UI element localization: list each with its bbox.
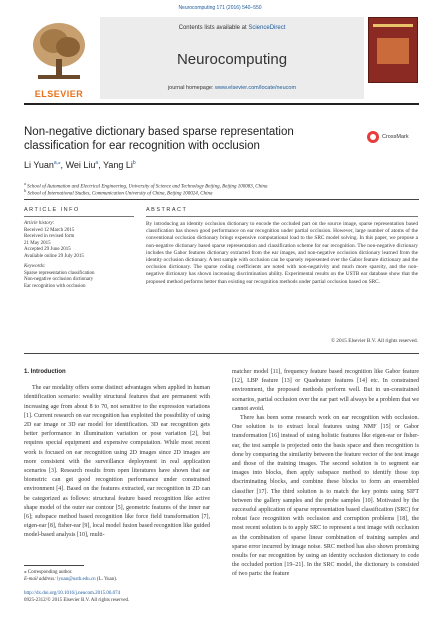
- body-left-column: [24, 368, 210, 541]
- affiliation-marker: a: [24, 181, 26, 186]
- cover-graphic: [377, 38, 409, 64]
- history-line: Available online 29 July 2015: [24, 253, 84, 259]
- keyword: Non-negative occlusion dictionary: [24, 277, 94, 282]
- history-line: Received in revised form: [24, 234, 75, 239]
- footnote-email: [24, 577, 224, 584]
- crossmark-badge[interactable]: [367, 130, 422, 144]
- doi-link: [24, 591, 224, 598]
- issn-copyright: 0925-2312/© 2015 Elsevier B.V. All rights reserved.: [24, 598, 130, 603]
- affiliation-marker: b: [24, 188, 27, 193]
- article-title: Non-negative dictionary based sparse representation classification for ear recognition with occlusion: [24, 126, 294, 152]
- elsevier-logo: [24, 17, 94, 99]
- article-history: [24, 221, 134, 260]
- keywords-label: Keywords:: [24, 264, 46, 269]
- author-affil-marker[interactable]: b: [132, 160, 136, 166]
- footnote-corresponding: ⁎ Corresponding author.: [24, 570, 73, 575]
- masthead: [24, 17, 419, 99]
- history-line: Received 12 March 2015: [24, 227, 75, 233]
- cover-stripe: [373, 24, 413, 27]
- author-name[interactable]: Yang Li: [103, 160, 133, 170]
- email-suffix: (L. Yuan).: [95, 577, 118, 582]
- body-paragraph: matcher model [11], frequency feature based recognition like Gabor feature [12], LBP feature [13] or Quadrature features [14] etc. In constrained environment, the proposed methods perform well. But in un-constrained scenarios, partial occlusion over the ear part will always be a problem that we cannot avoid.: [232, 369, 419, 412]
- crossmark-label[interactable]: CrossMark: [382, 134, 409, 140]
- author-name[interactable]: Wei Liu: [65, 160, 96, 170]
- journal-header-box: [100, 17, 364, 99]
- keywords: [24, 264, 134, 290]
- abstract-copyright: © 2015 Elsevier B.V. All rights reserved.: [330, 338, 418, 344]
- body-right-column: [232, 368, 419, 580]
- history-label: Article history:: [24, 221, 55, 226]
- homepage-line: [100, 85, 364, 91]
- author-affil-marker[interactable]: a: [95, 160, 99, 166]
- author-list: Li Yuan$^{a,⁎}$, Wei Liu$^a$, Yang Li$^b$: [24, 160, 136, 170]
- contents-prefix: Contents lists available at: [178, 25, 249, 31]
- email-label: E-mail address:: [24, 577, 58, 582]
- publisher-name: ELSEVIER: [34, 89, 84, 99]
- affiliation-text: School of Automation and Electrical Engineering, University of Science and Technology Beijing, Beijing 100083, China: [27, 184, 268, 190]
- sciencedirect-link[interactable]: ScienceDirect: [248, 25, 286, 31]
- affiliation-text: School of International Studies, Communication University of China, Beijing 100024, China: [27, 191, 213, 197]
- homepage-prefix: journal homepage:: [167, 85, 216, 91]
- article-info-heading: ARTICLE INFO: [24, 207, 80, 213]
- masthead-divider: [24, 103, 419, 105]
- keyword: Ear recognition with occlusion: [24, 283, 86, 289]
- author-name[interactable]: Li Yuan: [24, 160, 54, 170]
- body-paragraph: There has been some research work on ear recognition with occlusion. One solution is to extract local features using NMF [15] or Gabor transformation [16] instead of using holistic features like eigen-ear or fisher-ear, the test sample is projected onto the basis space and then recognition is done by comparing the similarity between the feature vector of the test image and those of the training images. The second solution is to segment ear images into blocks, then apply subspace method to identify those top discriminating blocks, and combine these blocks to form an ensembled classifier [17]. The third solution is to match the key points using SIFT between the gallery samples and the probe samples [10]. Motivated by the successful application of sparse representation based classification (SRC) for robust face recognition with occlusion and corruption problems [18], the most recent solution is to apply SRC to represent a test image with occlusion as the combination of sparse linear combination of training samples and sparse error incurred by image noise. SRC method has also shown promising results for ear recognition by using an identity occlusion dictionary to code the occluded portion [19–21]. In the SRC model, the dictionary is consisted of two parts: the feature: [232, 415, 419, 578]
- author-email-link[interactable]: lyuan@ustb.edu.cn: [57, 577, 96, 582]
- journal-citation[interactable]: Neurocomputing 171 (2016) 540–550: [178, 5, 262, 11]
- section-heading-introduction: 1. Introduction: [24, 369, 66, 375]
- footnote-divider: [24, 565, 84, 566]
- contents-line: [100, 25, 364, 31]
- journal-name: Neurocomputing: [176, 51, 288, 68]
- abstract-rule: [146, 216, 418, 217]
- affiliation: [24, 184, 419, 198]
- history-line: 21 May 2015: [24, 240, 51, 246]
- history-line: Accepted 29 June 2015: [24, 247, 71, 252]
- crossmark-icon[interactable]: [367, 131, 379, 143]
- keyword: Sparse representation classification: [24, 270, 95, 276]
- doi-url[interactable]: http://dx.doi.org/10.1016/j.neucom.2015.06.074: [24, 591, 121, 596]
- abstract-heading: ABSTRACT: [146, 207, 188, 213]
- elsevier-tree-icon: [24, 17, 94, 83]
- header-divider: [24, 199, 419, 200]
- body-paragraph: The ear modality offers some distinct advantages when applied in human identification scenario: wealthy structural features that are permanent with increasing age from about 8 to 70, not sensitive to the expression variations [1]. Current research on ear recognition has exploited the possibility of using 2D ear image or 3D ear model for identification. 3D ear recognition gets better performance in illumination variation or pose variation [2], but requires special equipment and expensive computation. While most recent work is focused on ear recognition using 2D images since 2D images are more consistent with the surveillance deployment in real application scenarios [3]. Research results from open literatures have shown that ear biometric can get good recognition performance under constrained environment [4]. Based on the features extracted, ear recognition in 2D can be categorized as follows: structural feature based recognition like active shape model of the outer ear contour [5], geometric features of the inner ear [6]; subspace method based recognition like force field transformation [7], eigen-ear [8], fisher-ear [9], local model fusion based recognition like guided model-based analysis [10], multi-: [24, 385, 210, 539]
- journal-homepage-link[interactable]: www.elsevier.com/locate/neucom: [215, 85, 297, 91]
- journal-cover-thumbnail: [368, 17, 418, 83]
- author-affil-marker[interactable]: a,⁎: [53, 160, 61, 166]
- body-divider: [24, 353, 419, 354]
- abstract-text: By introducing an identity occlusion dictionary to encode the occluded part on the source image, sparse representation based classification has shown good performance on ear recognition under partial occlusion. However, large number of atoms of the conventional occlusion dictionary brings expensive computational load to the SRC model solving. In this paper, we propose a non-negative dictionary based sparse representation and classification scheme for ear recognition. The non-negative dictionary includes the Gabor features dictionary extracted from the ear images, and non-negative occlusion dictionary learned from the identity occlusion dictionary. A test sample with occlusion can be sparsely represented over the Gabor feature dictionary and the occlusion dictionary. The sparse coding coefficients are noted with non-negativity and much more sparsity, and the non-negative dictionary has shown increasing discrimination ability. Experimental results on the USTB ear database show that the proposed method performs better than existing ear recognition methods under partial occlusion based on SRC.: [146, 221, 418, 285]
- article-info-rule: [24, 216, 134, 217]
